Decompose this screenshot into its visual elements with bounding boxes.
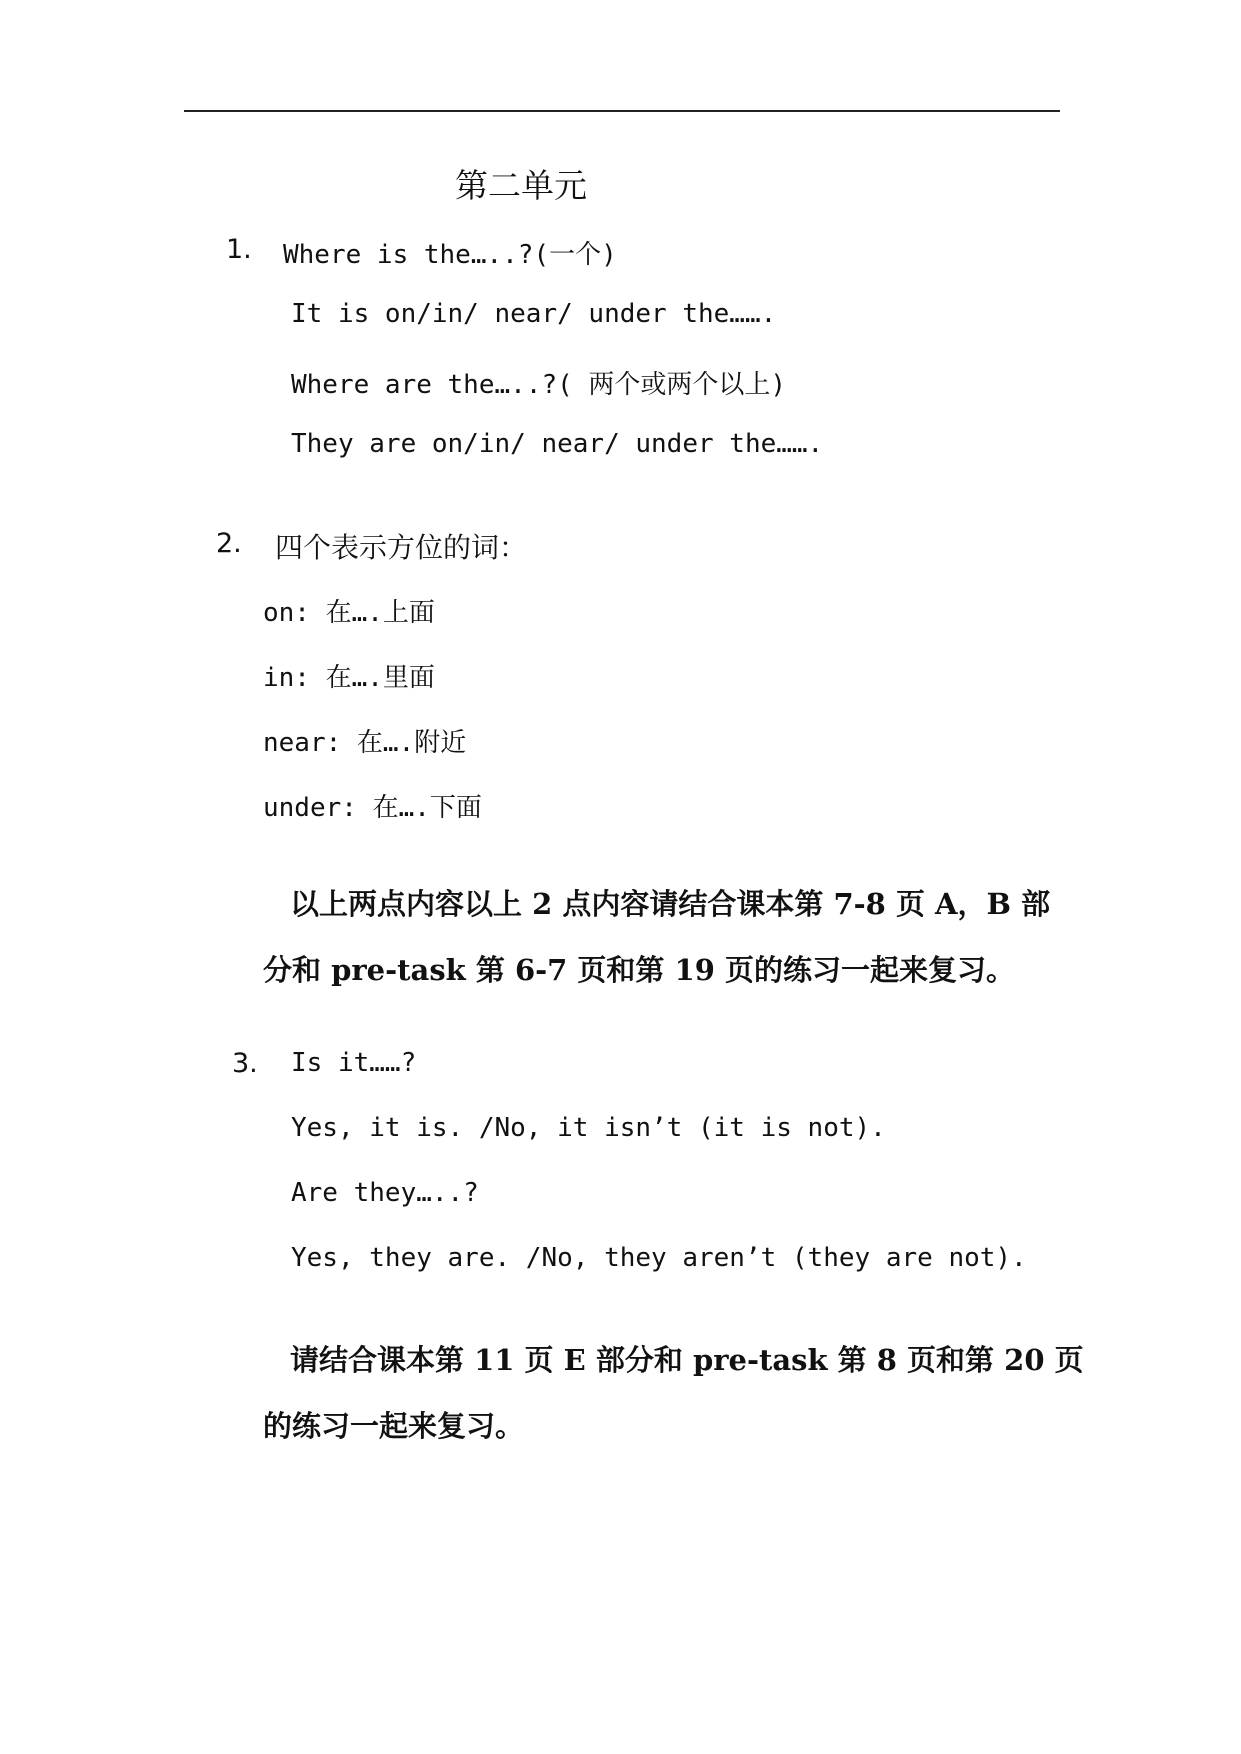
header-rule [184, 110, 1060, 112]
section-3-note-line-1: 请结合课本第 11 页 E 部分和 pre-task 第 8 页和第 20 页 [290, 1343, 1084, 1377]
section-3-note-line-2: 的练习一起来复习。 [263, 1409, 525, 1443]
section-2-heading: 四个表示方位的词： [275, 531, 528, 564]
section-2-item-on: on: 在….上面 [263, 598, 435, 628]
section-2-item-in: in: 在….里面 [263, 663, 435, 693]
section-1-line-4: They are on/in/ near/ under the……. [291, 429, 824, 459]
section-3-line-3: Are they…..? [291, 1178, 479, 1208]
section-3-line-2: Yes, it is. /No, it isn’t (it is not). [291, 1113, 886, 1143]
section-3-number: 3. [232, 1048, 258, 1079]
section-1-line-3: Where are the…..?( 两个或两个以上) [291, 370, 787, 400]
section-1-line-2: It is on/in/ near/ under the……. [291, 299, 777, 329]
page-title: 第二单元 [455, 166, 587, 205]
section-1-line-1: Where is the…..?(一个) [283, 240, 617, 270]
section-2-item-near: near: 在….附近 [263, 728, 467, 758]
section-3-line-4: Yes, they are. /No, they aren’t (they are not). [291, 1243, 1027, 1273]
section-2-note-line-2: 分和 pre-task 第 6-7 页和第 19 页的练习一起来复习。 [263, 953, 1015, 987]
section-2-item-under: under: 在….下面 [263, 793, 482, 823]
section-3-line-1: Is it……? [291, 1048, 417, 1078]
section-2-number: 2. [216, 528, 242, 559]
section-2-note-line-1: 以上两点内容以上 2 点内容请结合课本第 7-8 页 A，B 部 [290, 887, 1051, 921]
section-1-number: 1. [226, 234, 252, 265]
